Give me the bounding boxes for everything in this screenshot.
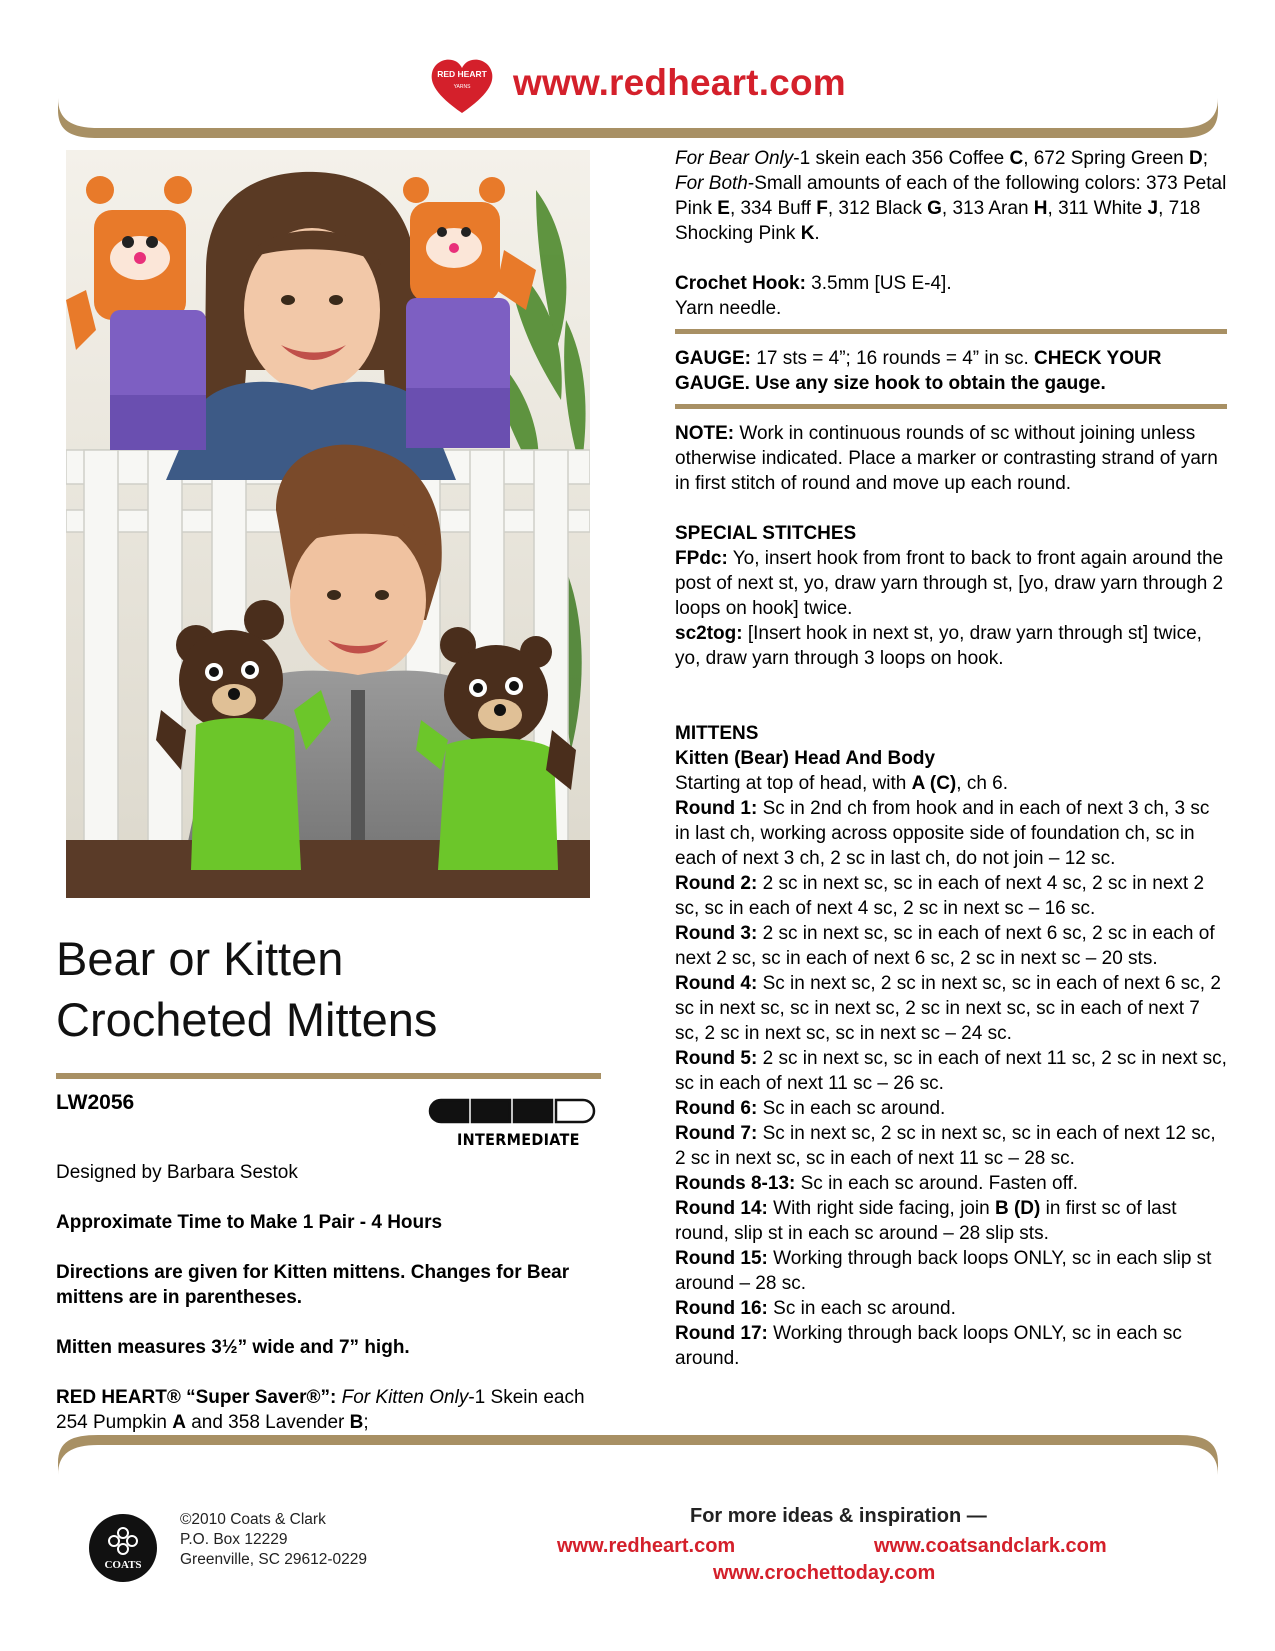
spacer xyxy=(675,671,1227,721)
gauge-bottom-rule xyxy=(675,396,1227,421)
gauge-label: GAUGE: xyxy=(675,348,751,369)
size-note: Mitten measures 3½” wide and 7” high. xyxy=(56,1337,410,1358)
po-box: P.O. Box 12229 xyxy=(180,1531,288,1548)
rule-line xyxy=(675,404,1227,409)
coats-logo-text: COATS xyxy=(104,1559,142,1571)
round-instruction xyxy=(675,1246,1227,1296)
gauge xyxy=(675,346,1227,396)
color-code-f: F xyxy=(816,198,828,219)
start-text: Starting at top of head, with xyxy=(675,773,912,794)
round-color-code: B (D) xyxy=(994,1198,1041,1219)
skill-segment-empty xyxy=(556,1100,594,1122)
pattern-title xyxy=(56,928,616,1050)
yarn-info xyxy=(56,1385,611,1435)
stitch-label: FPdc: xyxy=(675,548,728,569)
stitch-label: sc2tog: xyxy=(675,623,743,644)
skill-level-label: INTERMEDIATE xyxy=(457,1130,580,1149)
round-label: Rounds 8-13: xyxy=(675,1173,796,1194)
color-code-h: H xyxy=(1033,198,1048,219)
footer-link-coatsandclark[interactable]: www.coatsandclark.com xyxy=(874,1535,1107,1557)
materials-text-span: , 672 Spring Green xyxy=(1023,148,1190,169)
round-text: 2 sc in next sc, sc in each of next 4 sc, 2 sc in next 2 sc, sc in each of next 4 sc, 2 sc in next sc – 16 sc. xyxy=(675,873,1205,919)
round-label: Round 17: xyxy=(675,1323,768,1344)
special-stitch-item xyxy=(675,546,1227,621)
materials-text-span: . xyxy=(814,223,820,244)
round-label: Round 3: xyxy=(675,923,758,944)
round-instruction xyxy=(675,971,1227,1046)
color-code-j: J xyxy=(1147,198,1159,219)
round-label: Round 2: xyxy=(675,873,758,894)
color-code-g: G xyxy=(927,198,942,219)
stitch-text: Yo, insert hook from front to back to front again around the post of next st, yo, draw yarn through st, [yo, draw yarn through 2 loops on hook] twice. xyxy=(675,548,1224,619)
skill-segment-filled xyxy=(514,1100,552,1122)
mittens-heading: MITTENS xyxy=(675,723,759,744)
materials-text-span: , 334 Buff xyxy=(729,198,817,219)
materials-text-span: ; xyxy=(1202,148,1209,169)
color-code-b: B xyxy=(349,1412,364,1433)
gauge-check: CHECK YOUR GAUGE. Use any size hook to obtain the gauge. xyxy=(675,348,1162,394)
spacer xyxy=(675,246,1227,271)
hook-text: 3.5mm [US E-4]. xyxy=(805,273,952,294)
gauge-top-rule xyxy=(675,321,1227,346)
city-state-zip: Greenville, SC 29612-0229 xyxy=(180,1551,367,1568)
round-text: Sc in each sc around. xyxy=(767,1298,956,1319)
for-both-label: For Both xyxy=(675,173,748,194)
round-text: Sc in each sc around. xyxy=(757,1098,946,1119)
coats-logo xyxy=(88,1513,158,1583)
note-label: NOTE: xyxy=(675,423,735,444)
round-instruction xyxy=(675,871,1227,921)
spacer xyxy=(675,496,1227,521)
color-code-c: C xyxy=(1009,148,1024,169)
materials-text-span: , 718 Shocking Pink xyxy=(675,198,1201,244)
hero-photo xyxy=(66,150,590,898)
footer-heading: For more ideas & inspiration — xyxy=(690,1505,987,1527)
round-label: Round 14: xyxy=(675,1198,768,1219)
pattern-code: LW2056 xyxy=(56,1091,135,1114)
skill-level-meter xyxy=(428,1098,603,1128)
special-stitches-heading: SPECIAL STITCHES xyxy=(675,523,857,544)
stitch-text: [Insert hook in next st, yo, draw yarn through st] twice, yo, draw yarn through 3 loops on hook. xyxy=(675,623,1202,669)
color-code-k: K xyxy=(800,223,815,244)
round-text: Sc in next sc, 2 sc in next sc, sc in each of next 12 sc, 2 sc in next sc, sc in each of next 11 sc – 28 sc. xyxy=(675,1123,1216,1169)
round-text: in first sc of last round, slip st in each sc around – 28 slip sts. xyxy=(675,1198,1177,1244)
round-text: Working through back loops ONLY, sc in each sc around. xyxy=(675,1323,1182,1369)
starting-instruction xyxy=(675,771,1227,796)
round-text: Sc in 2nd ch from hook and in each of next 3 ch, 3 sc in last ch, working across opposite side of foundation ch, sc in each of next 3 ch, 2 sc in last ch, do not join – 12 sc. xyxy=(675,798,1210,869)
round-label: Round 1: xyxy=(675,798,758,819)
color-code-d: D xyxy=(1189,148,1203,169)
header-gold-rule xyxy=(58,98,1218,138)
directions-note: Directions are given for Kitten mittens. Changes for Bear mittens are in parentheses. xyxy=(56,1262,570,1308)
color-code-e: E xyxy=(717,198,730,219)
pattern-intro xyxy=(56,1160,611,1460)
round-instruction xyxy=(675,1171,1227,1196)
round-instruction xyxy=(675,1321,1227,1371)
note xyxy=(675,421,1227,496)
skill-segment-filled xyxy=(472,1100,510,1122)
materials-text-span: , 313 Aran xyxy=(941,198,1034,219)
round-label: Round 7: xyxy=(675,1123,758,1144)
yarn-kitten-text: -1 Skein each 254 Pumpkin xyxy=(56,1387,585,1433)
round-instruction xyxy=(675,1121,1227,1171)
crochet-hook xyxy=(675,271,1227,296)
footer-link-redheart[interactable]: www.redheart.com xyxy=(557,1535,736,1557)
yarn-brand: RED HEART® “Super Saver®”: xyxy=(56,1387,337,1408)
bear-only-label: For Bear Only xyxy=(675,148,794,169)
hook-label: Crochet Hook: xyxy=(675,273,806,294)
round-instruction xyxy=(675,1296,1227,1321)
header-site-url[interactable]: www.redheart.com xyxy=(513,62,846,103)
materials-text-span: , 311 White xyxy=(1047,198,1148,219)
round-text: Sc in each sc around. Fasten off. xyxy=(795,1173,1079,1194)
color-code-a: A xyxy=(172,1412,186,1433)
yarn-kitten-text: ; xyxy=(363,1412,369,1433)
round-text: Sc in next sc, 2 sc in next sc, sc in each of next 6 sc, 2 sc in next sc, sc in next sc, 2 sc in next sc, sc in each of next 7 sc, 2 sc in next sc, sc in next sc – 24 sc. xyxy=(675,973,1221,1044)
round-label: Round 16: xyxy=(675,1298,768,1319)
mittens-subheading: Kitten (Bear) Head And Body xyxy=(675,748,936,769)
pattern-instructions xyxy=(675,146,1227,1371)
skill-segment-filled xyxy=(430,1100,468,1122)
rule-line xyxy=(675,329,1227,334)
round-label: Round 4: xyxy=(675,973,758,994)
time-estimate: Approximate Time to Make 1 Pair - 4 Hours xyxy=(56,1212,443,1233)
company-address xyxy=(180,1510,367,1570)
materials-text xyxy=(675,146,1227,246)
logo-subtext: YARNS xyxy=(453,84,471,90)
yarn-kitten-label: For Kitten Only xyxy=(341,1387,469,1408)
title-line-1: Bear or Kitten xyxy=(56,932,344,985)
round-instruction xyxy=(675,1046,1227,1096)
yarn-needle: Yarn needle. xyxy=(675,298,782,319)
round-label: Round 15: xyxy=(675,1248,768,1269)
special-stitch-item xyxy=(675,621,1227,671)
round-instruction xyxy=(675,796,1227,871)
start-color-code: A (C) xyxy=(911,773,957,794)
note-text: Work in continuous rounds of sc without joining unless otherwise indicated. Place a marker or contrasting strand of yarn in first stitch of round and move up each round. xyxy=(675,423,1218,494)
round-text: With right side facing, join xyxy=(767,1198,995,1219)
footer-gold-rule xyxy=(58,1435,1218,1475)
round-instruction xyxy=(675,1196,1227,1246)
gauge-text: 17 sts = 4”; 16 rounds = 4” in sc. xyxy=(751,348,1035,369)
designer-credit: Designed by Barbara Sestok xyxy=(56,1162,298,1183)
start-text: , ch 6. xyxy=(956,773,1009,794)
logo-text: RED HEART xyxy=(437,69,487,79)
round-text: 2 sc in next sc, sc in each of next 11 sc, 2 sc in next sc, sc in each of next 11 sc – 26 sc. xyxy=(675,1048,1227,1094)
materials-text-span: -Small amounts of each of the following colors: 373 Petal Pink xyxy=(675,173,1227,219)
materials-text-span: -1 skein each 356 Coffee xyxy=(793,148,1010,169)
round-text: Working through back loops ONLY, sc in each slip st around – 28 sc. xyxy=(675,1248,1212,1294)
title-line-2: Crocheted Mittens xyxy=(56,993,438,1046)
round-label: Round 6: xyxy=(675,1098,758,1119)
round-instruction xyxy=(675,1096,1227,1121)
round-label: Round 5: xyxy=(675,1048,758,1069)
title-divider xyxy=(56,1073,601,1079)
materials-text-span: , 312 Black xyxy=(827,198,928,219)
footer-link-crochettoday[interactable]: www.crochettoday.com xyxy=(713,1562,936,1584)
round-instruction xyxy=(675,921,1227,971)
copyright: ©2010 Coats & Clark xyxy=(180,1511,326,1528)
round-text: 2 sc in next sc, sc in each of next 6 sc, 2 sc in each of next 2 sc, sc in each of next 6 sc, 2 sc in next sc – 20 sts. xyxy=(675,923,1215,969)
yarn-kitten-text: and 358 Lavender xyxy=(185,1412,350,1433)
